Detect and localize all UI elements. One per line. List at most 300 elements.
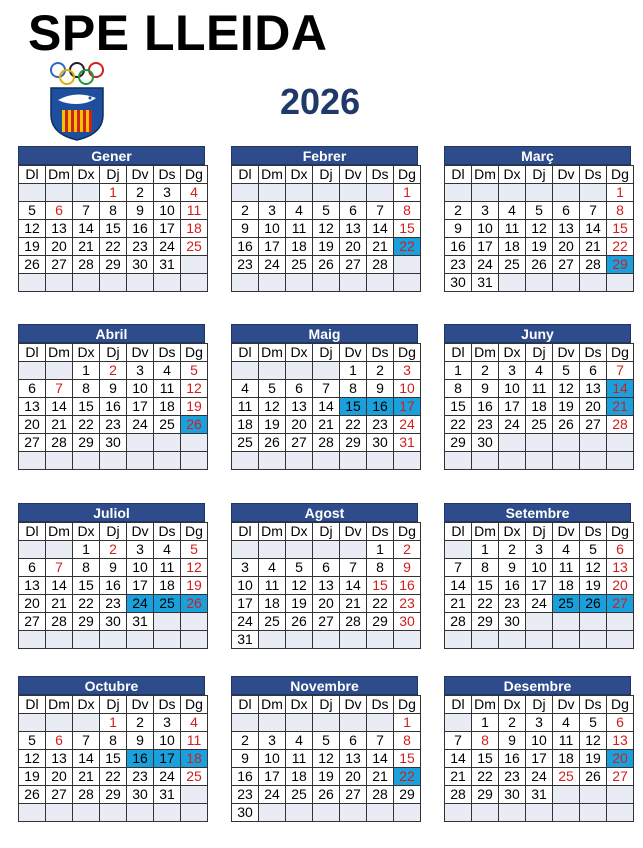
empty-cell — [553, 786, 580, 804]
day-cell: 28 — [73, 786, 100, 804]
day-cell: 6 — [553, 202, 580, 220]
day-cell: 20 — [19, 416, 46, 434]
empty-cell — [526, 184, 553, 202]
day-cell: 21 — [607, 398, 634, 416]
empty-cell — [154, 434, 181, 452]
day-cell: 10 — [259, 220, 286, 238]
day-cell: 28 — [46, 613, 73, 631]
empty-cell — [181, 452, 208, 470]
weekday-label: Dg — [394, 344, 421, 362]
empty-cell — [580, 452, 607, 470]
day-cell: 4 — [154, 541, 181, 559]
month-grid — [231, 165, 421, 292]
day-cell: 30 — [232, 804, 259, 822]
day-cell: 1 — [472, 541, 499, 559]
day-cell: 16 — [127, 750, 154, 768]
day-cell: 11 — [232, 398, 259, 416]
empty-cell — [340, 274, 367, 292]
empty-cell — [445, 452, 472, 470]
empty-cell — [259, 452, 286, 470]
day-cell: 15 — [73, 577, 100, 595]
day-cell: 17 — [127, 577, 154, 595]
weekday-label: Dm — [259, 344, 286, 362]
empty-cell — [472, 184, 499, 202]
day-cell: 4 — [286, 202, 313, 220]
empty-cell — [73, 804, 100, 822]
day-cell: 21 — [73, 238, 100, 256]
weekday-label: Dm — [46, 344, 73, 362]
empty-cell — [100, 452, 127, 470]
day-cell: 14 — [73, 750, 100, 768]
day-cell: 3 — [394, 362, 421, 380]
empty-cell — [445, 541, 472, 559]
day-cell: 10 — [232, 577, 259, 595]
weekday-label: Dj — [526, 523, 553, 541]
day-cell: 25 — [259, 613, 286, 631]
month-grid — [18, 522, 208, 649]
day-cell: 29 — [394, 786, 421, 804]
day-cell: 21 — [46, 595, 73, 613]
day-cell: 20 — [340, 238, 367, 256]
day-cell: 3 — [259, 202, 286, 220]
empty-cell — [259, 804, 286, 822]
day-cell: 22 — [445, 416, 472, 434]
day-cell: 2 — [445, 202, 472, 220]
weekday-label: Dj — [100, 166, 127, 184]
month-desembre — [444, 676, 631, 822]
day-cell: 14 — [580, 220, 607, 238]
day-cell: 17 — [526, 577, 553, 595]
empty-cell — [553, 184, 580, 202]
day-cell: 7 — [367, 732, 394, 750]
day-cell: 28 — [340, 613, 367, 631]
empty-cell — [445, 184, 472, 202]
weekday-label: Dj — [526, 166, 553, 184]
day-cell: 5 — [313, 202, 340, 220]
weekday-label: Dx — [73, 344, 100, 362]
day-cell: 21 — [367, 768, 394, 786]
day-cell: 6 — [340, 202, 367, 220]
empty-cell — [580, 434, 607, 452]
day-cell: 6 — [340, 732, 367, 750]
weekday-label: Ds — [154, 166, 181, 184]
day-cell: 15 — [340, 398, 367, 416]
day-cell: 26 — [19, 256, 46, 274]
day-cell: 26 — [313, 256, 340, 274]
day-cell: 11 — [154, 559, 181, 577]
day-cell: 18 — [259, 595, 286, 613]
day-cell: 11 — [259, 577, 286, 595]
empty-cell — [19, 184, 46, 202]
day-cell: 10 — [526, 559, 553, 577]
day-cell: 21 — [580, 238, 607, 256]
day-cell: 19 — [313, 768, 340, 786]
day-cell: 30 — [367, 434, 394, 452]
day-cell: 13 — [19, 577, 46, 595]
day-cell: 13 — [553, 220, 580, 238]
day-cell: 28 — [367, 256, 394, 274]
day-cell: 2 — [100, 541, 127, 559]
weekday-label: Dv — [553, 344, 580, 362]
empty-cell — [607, 434, 634, 452]
day-cell: 27 — [19, 613, 46, 631]
empty-cell — [580, 613, 607, 631]
weekday-label: Dg — [394, 696, 421, 714]
empty-cell — [286, 804, 313, 822]
day-cell: 8 — [73, 559, 100, 577]
page-title: SPE LLEIDA — [28, 5, 328, 61]
day-cell: 22 — [73, 416, 100, 434]
day-cell: 12 — [286, 577, 313, 595]
weekday-label: Dm — [472, 344, 499, 362]
empty-cell — [499, 804, 526, 822]
day-cell: 31 — [472, 274, 499, 292]
day-cell: 18 — [232, 416, 259, 434]
day-cell: 23 — [367, 416, 394, 434]
day-cell: 23 — [232, 786, 259, 804]
month-grid — [231, 522, 421, 649]
weekday-label: Dg — [181, 523, 208, 541]
day-cell: 11 — [286, 750, 313, 768]
day-cell: 23 — [127, 768, 154, 786]
day-cell: 16 — [499, 577, 526, 595]
day-cell: 28 — [313, 434, 340, 452]
day-cell: 14 — [367, 220, 394, 238]
weekday-label: Ds — [154, 696, 181, 714]
weekday-label: Dj — [313, 344, 340, 362]
day-cell: 23 — [394, 595, 421, 613]
day-cell: 14 — [313, 398, 340, 416]
day-cell: 16 — [232, 238, 259, 256]
day-cell: 29 — [340, 434, 367, 452]
day-cell: 1 — [445, 362, 472, 380]
empty-cell — [19, 362, 46, 380]
weekday-label: Dg — [607, 344, 634, 362]
day-cell: 26 — [553, 416, 580, 434]
empty-cell — [526, 613, 553, 631]
day-cell: 25 — [181, 238, 208, 256]
day-cell: 5 — [19, 732, 46, 750]
month-grid — [231, 343, 421, 470]
day-cell: 29 — [607, 256, 634, 274]
empty-cell — [526, 452, 553, 470]
day-cell: 2 — [394, 541, 421, 559]
day-cell: 25 — [154, 416, 181, 434]
day-cell: 6 — [286, 380, 313, 398]
empty-cell — [73, 452, 100, 470]
day-cell: 29 — [445, 434, 472, 452]
empty-cell — [526, 631, 553, 649]
month-abril — [18, 324, 205, 470]
day-cell: 27 — [19, 434, 46, 452]
empty-cell — [394, 256, 421, 274]
empty-cell — [340, 541, 367, 559]
day-cell: 4 — [232, 380, 259, 398]
day-cell: 2 — [367, 362, 394, 380]
day-cell: 10 — [154, 202, 181, 220]
day-cell: 5 — [313, 732, 340, 750]
empty-cell — [394, 804, 421, 822]
weekday-label: Dl — [232, 344, 259, 362]
empty-cell — [286, 714, 313, 732]
day-cell: 8 — [73, 380, 100, 398]
month-febrer — [231, 146, 418, 292]
day-cell: 12 — [181, 380, 208, 398]
empty-cell — [580, 786, 607, 804]
day-cell: 4 — [553, 541, 580, 559]
day-cell: 11 — [181, 732, 208, 750]
empty-cell — [340, 452, 367, 470]
weekday-label: Dx — [499, 696, 526, 714]
day-cell: 15 — [472, 750, 499, 768]
day-cell: 17 — [154, 220, 181, 238]
empty-cell — [526, 274, 553, 292]
day-cell: 24 — [127, 416, 154, 434]
day-cell: 3 — [526, 541, 553, 559]
empty-cell — [19, 274, 46, 292]
day-cell: 22 — [100, 768, 127, 786]
weekday-label: Dj — [313, 166, 340, 184]
day-cell: 5 — [286, 559, 313, 577]
empty-cell — [607, 804, 634, 822]
day-cell: 6 — [19, 380, 46, 398]
weekday-label: Dl — [19, 696, 46, 714]
weekday-label: Dl — [232, 166, 259, 184]
day-cell: 7 — [367, 202, 394, 220]
day-cell: 24 — [394, 416, 421, 434]
day-cell: 11 — [154, 380, 181, 398]
weekday-label: Dl — [232, 696, 259, 714]
weekday-label: Dj — [313, 523, 340, 541]
empty-cell — [232, 184, 259, 202]
day-cell: 14 — [367, 750, 394, 768]
day-cell: 15 — [367, 577, 394, 595]
month-name: Abril — [18, 324, 205, 343]
day-cell: 14 — [445, 577, 472, 595]
day-cell: 20 — [19, 595, 46, 613]
empty-cell — [46, 274, 73, 292]
day-cell: 9 — [232, 220, 259, 238]
day-cell: 9 — [445, 220, 472, 238]
empty-cell — [313, 714, 340, 732]
empty-cell — [553, 274, 580, 292]
day-cell: 21 — [46, 416, 73, 434]
day-cell: 22 — [394, 768, 421, 786]
day-cell: 12 — [580, 559, 607, 577]
weekday-label: Ds — [367, 166, 394, 184]
month-name: Febrer — [231, 146, 418, 165]
weekday-label: Dg — [181, 696, 208, 714]
empty-cell — [526, 434, 553, 452]
day-cell: 5 — [19, 202, 46, 220]
weekday-label: Dv — [553, 696, 580, 714]
weekday-label: Ds — [580, 166, 607, 184]
day-cell: 31 — [232, 631, 259, 649]
day-cell: 8 — [607, 202, 634, 220]
weekday-label: Dx — [286, 166, 313, 184]
weekday-label: Dj — [526, 696, 553, 714]
day-cell: 16 — [232, 768, 259, 786]
day-cell: 26 — [526, 256, 553, 274]
day-cell: 31 — [127, 613, 154, 631]
month-agost — [231, 503, 418, 649]
day-cell: 12 — [259, 398, 286, 416]
day-cell: 13 — [19, 398, 46, 416]
day-cell: 22 — [394, 238, 421, 256]
empty-cell — [607, 452, 634, 470]
day-cell: 24 — [499, 416, 526, 434]
day-cell: 1 — [394, 714, 421, 732]
day-cell: 6 — [46, 732, 73, 750]
day-cell: 30 — [499, 786, 526, 804]
day-cell: 6 — [19, 559, 46, 577]
day-cell: 21 — [445, 768, 472, 786]
month-name: Juny — [444, 324, 631, 343]
empty-cell — [499, 184, 526, 202]
weekday-label: Dj — [100, 696, 127, 714]
empty-cell — [232, 274, 259, 292]
empty-cell — [259, 274, 286, 292]
day-cell: 2 — [232, 202, 259, 220]
day-cell: 16 — [127, 220, 154, 238]
empty-cell — [286, 541, 313, 559]
day-cell: 6 — [607, 541, 634, 559]
day-cell: 5 — [526, 202, 553, 220]
empty-cell — [472, 631, 499, 649]
day-cell: 8 — [340, 380, 367, 398]
day-cell: 12 — [181, 559, 208, 577]
day-cell: 25 — [286, 786, 313, 804]
empty-cell — [181, 613, 208, 631]
day-cell: 30 — [394, 613, 421, 631]
day-cell: 4 — [154, 362, 181, 380]
day-cell: 12 — [526, 220, 553, 238]
day-cell: 25 — [154, 595, 181, 613]
empty-cell — [232, 452, 259, 470]
month-grid — [231, 695, 421, 822]
month-juliol — [18, 503, 205, 649]
day-cell: 28 — [607, 416, 634, 434]
day-cell: 9 — [499, 732, 526, 750]
day-cell: 10 — [526, 732, 553, 750]
weekday-label: Dx — [499, 523, 526, 541]
day-cell: 17 — [472, 238, 499, 256]
weekday-label: Dx — [499, 166, 526, 184]
day-cell: 23 — [499, 768, 526, 786]
empty-cell — [313, 541, 340, 559]
month-gener — [18, 146, 205, 292]
day-cell: 5 — [259, 380, 286, 398]
day-cell: 7 — [73, 732, 100, 750]
day-cell: 1 — [607, 184, 634, 202]
day-cell: 27 — [607, 595, 634, 613]
day-cell: 14 — [73, 220, 100, 238]
day-cell: 19 — [181, 398, 208, 416]
weekday-label: Ds — [580, 696, 607, 714]
day-cell: 26 — [259, 434, 286, 452]
day-cell: 3 — [154, 714, 181, 732]
day-cell: 23 — [499, 595, 526, 613]
empty-cell — [607, 613, 634, 631]
day-cell: 8 — [445, 380, 472, 398]
day-cell: 24 — [259, 786, 286, 804]
day-cell: 7 — [445, 559, 472, 577]
day-cell: 4 — [553, 714, 580, 732]
day-cell: 8 — [367, 559, 394, 577]
day-cell: 23 — [445, 256, 472, 274]
day-cell: 18 — [181, 750, 208, 768]
day-cell: 31 — [526, 786, 553, 804]
day-cell: 30 — [100, 613, 127, 631]
empty-cell — [472, 452, 499, 470]
day-cell: 17 — [127, 398, 154, 416]
day-cell: 16 — [394, 577, 421, 595]
weekday-label: Dg — [607, 166, 634, 184]
month-name: Novembre — [231, 676, 418, 695]
day-cell: 31 — [154, 786, 181, 804]
day-cell: 12 — [19, 750, 46, 768]
day-cell: 1 — [100, 184, 127, 202]
day-cell: 14 — [46, 398, 73, 416]
empty-cell — [232, 541, 259, 559]
day-cell: 19 — [19, 768, 46, 786]
empty-cell — [19, 714, 46, 732]
weekday-label: Dv — [553, 523, 580, 541]
day-cell: 20 — [607, 750, 634, 768]
month-novembre — [231, 676, 418, 822]
empty-cell — [100, 804, 127, 822]
day-cell: 19 — [553, 398, 580, 416]
month-grid — [444, 343, 634, 470]
day-cell: 9 — [394, 559, 421, 577]
month-name: Març — [444, 146, 631, 165]
empty-cell — [181, 786, 208, 804]
empty-cell — [553, 631, 580, 649]
empty-cell — [100, 274, 127, 292]
day-cell: 1 — [73, 362, 100, 380]
empty-cell — [286, 184, 313, 202]
day-cell: 15 — [100, 220, 127, 238]
day-cell: 11 — [553, 732, 580, 750]
day-cell: 9 — [367, 380, 394, 398]
day-cell: 1 — [394, 184, 421, 202]
weekday-label: Dj — [100, 523, 127, 541]
day-cell: 5 — [553, 362, 580, 380]
day-cell: 17 — [259, 768, 286, 786]
empty-cell — [499, 631, 526, 649]
day-cell: 9 — [100, 559, 127, 577]
weekday-label: Dl — [445, 166, 472, 184]
day-cell: 29 — [73, 434, 100, 452]
weekday-label: Dl — [19, 523, 46, 541]
month-octubre — [18, 676, 205, 822]
day-cell: 3 — [472, 202, 499, 220]
weekday-label: Dx — [73, 696, 100, 714]
weekday-label: Dl — [445, 523, 472, 541]
day-cell: 8 — [472, 732, 499, 750]
day-cell: 25 — [553, 768, 580, 786]
day-cell: 22 — [607, 238, 634, 256]
day-cell: 13 — [340, 750, 367, 768]
empty-cell — [154, 452, 181, 470]
weekday-label: Dv — [340, 696, 367, 714]
day-cell: 6 — [46, 202, 73, 220]
day-cell: 16 — [472, 398, 499, 416]
day-cell: 3 — [154, 184, 181, 202]
day-cell: 11 — [499, 220, 526, 238]
day-cell: 6 — [313, 559, 340, 577]
empty-cell — [367, 714, 394, 732]
